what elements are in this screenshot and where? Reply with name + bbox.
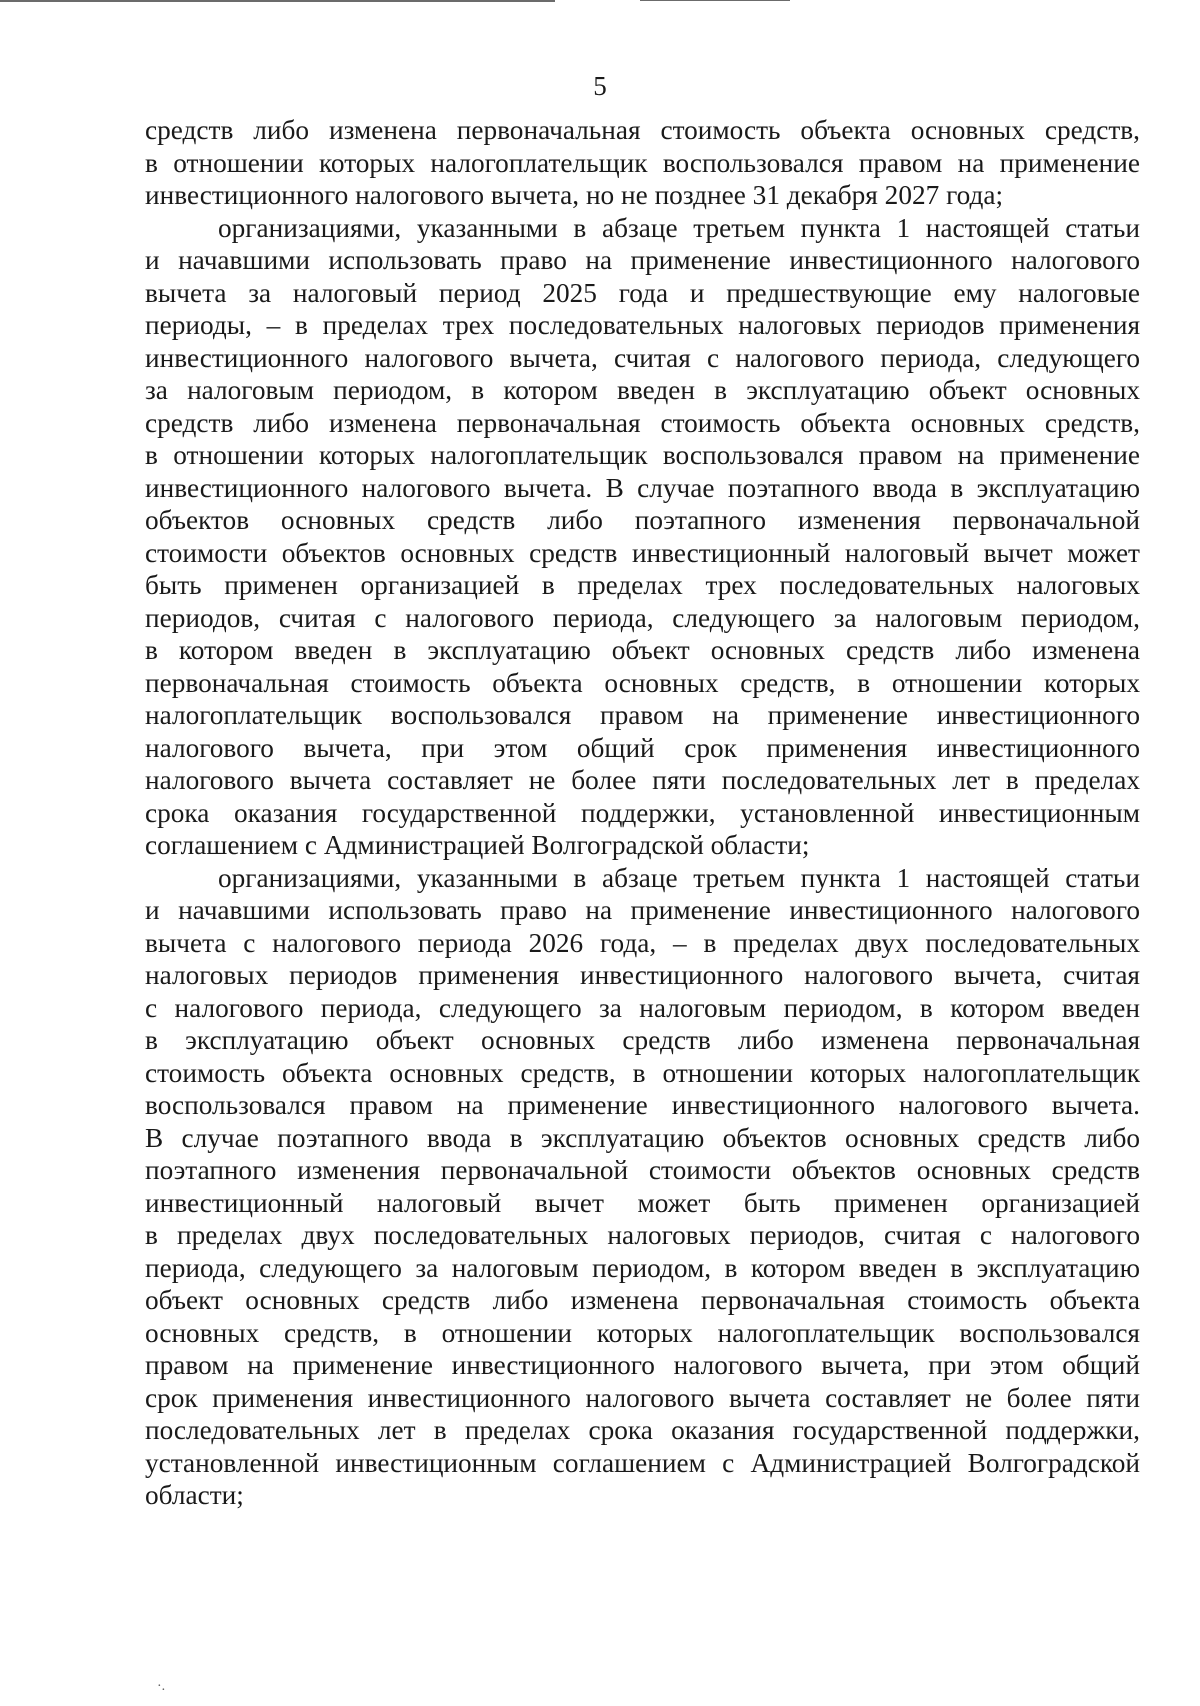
paragraph-line: в отношении которых налогоплательщик воспользовался правом на применение	[145, 440, 1140, 470]
paragraph-line: организациями, указанными в абзаце третьем пункта 1 настоящей статьи	[218, 212, 1140, 243]
document-body	[145, 114, 1140, 1512]
paragraph-line: инвестиционного налогового вычета. В случае поэтапного ввода в эксплуатацию	[145, 472, 1140, 503]
paragraph-line: объект основных средств либо изменена первоначальная стоимость объекта	[145, 1285, 1140, 1315]
paragraph	[145, 862, 1140, 1512]
paragraph-line: соглашением с Администрацией Волгоградской области;	[145, 830, 810, 860]
page-number: 5	[593, 71, 607, 101]
paragraph-line: объектов основных средств либо поэтапного изменения первоначальной	[145, 505, 1140, 535]
paragraph-line: в эксплуатацию объект основных средств либо изменена первоначальная	[145, 1025, 1140, 1055]
paragraph-line: срок применения инвестиционного налогового вычета составляет не более пяти	[145, 1382, 1140, 1413]
paragraph-line: инвестиционный налоговый вычет может быть применен организацией	[145, 1187, 1140, 1218]
scan-edge-top-left	[0, 0, 555, 2]
paragraph-line: средств либо изменена первоначальная стоимость объекта основных средств,	[145, 115, 1140, 145]
paragraph	[145, 212, 1140, 862]
paragraph-line: налогового вычета, при этом общий срок применения инвестиционного	[145, 732, 1140, 763]
paragraph-line: срока оказания государственной поддержки, установленной инвестиционным	[145, 797, 1140, 828]
paragraph-line: В случае поэтапного ввода в эксплуатацию объектов основных средств либо	[145, 1122, 1140, 1153]
paragraph-line: в котором введен в эксплуатацию объект основных средств либо изменена	[145, 635, 1140, 665]
paragraph-line: последовательных лет в пределах срока оказания государственной поддержки,	[145, 1415, 1140, 1445]
paragraph-line: вычета за налоговый период 2025 года и предшествующие ему налоговые	[145, 277, 1140, 308]
paragraph-line: стоимости объектов основных средств инвестиционный налоговый вычет может	[145, 537, 1140, 568]
paragraph-line: основных средств, в отношении которых налогоплательщик воспользовался	[145, 1317, 1140, 1348]
paragraph-line: налогоплательщик воспользовался правом на применение инвестиционного	[145, 700, 1140, 730]
paragraph-line: установленной инвестиционным соглашением с Администрацией Волгоградской	[145, 1447, 1140, 1478]
paragraph-line: воспользовался правом на применение инвестиционного налогового вычета.	[145, 1090, 1140, 1120]
paragraph	[145, 114, 1140, 212]
paragraph-line: организациями, указанными в абзаце третьем пункта 1 настоящей статьи	[218, 862, 1140, 893]
paragraph-line: в отношении которых налогоплательщик воспользовался правом на применение	[145, 147, 1140, 178]
paragraph-line: инвестиционного налогового вычета, считая с налогового периода, следующего	[145, 342, 1140, 373]
paragraph-line: правом на применение инвестиционного налогового вычета, при этом общий	[145, 1350, 1140, 1380]
paragraph-line: налогового вычета составляет не более пяти последовательных лет в пределах	[145, 765, 1140, 795]
paragraph-line: вычета с налогового периода 2026 года, – в пределах двух последовательных	[145, 927, 1140, 958]
paragraph-line: периода, следующего за налоговым периодом, в котором введен в эксплуатацию	[145, 1252, 1140, 1283]
paragraph-line: быть применен организацией в пределах трех последовательных налоговых	[145, 570, 1140, 600]
paragraph-line: периодов, считая с налогового периода, следующего за налоговым периодом,	[145, 602, 1140, 633]
scan-speck: ·.	[157, 1679, 166, 1694]
paragraph-line: в пределах двух последовательных налоговых периодов, считая с налогового	[145, 1220, 1140, 1250]
paragraph-line: налоговых периодов применения инвестиционного налогового вычета, считая	[145, 960, 1140, 990]
paragraph-line: и начавшими использовать право на применение инвестиционного налогового	[145, 245, 1140, 275]
paragraph-line: периоды, – в пределах трех последовательных налоговых периодов применения	[145, 310, 1140, 340]
paragraph-line: области;	[145, 1480, 244, 1510]
paragraph-line: инвестиционного налогового вычета, но не позднее 31 декабря 2027 года;	[145, 180, 1004, 210]
paragraph-line: поэтапного изменения первоначальной стоимости объектов основных средств	[145, 1155, 1140, 1185]
paragraph-line: с налогового периода, следующего за налоговым периодом, в котором введен	[145, 992, 1140, 1023]
paragraph-line: первоначальная стоимость объекта основных средств, в отношении которых	[145, 667, 1140, 698]
paragraph-line: средств либо изменена первоначальная стоимость объекта основных средств,	[145, 407, 1140, 438]
scan-edge-top-right	[640, 0, 790, 1]
paragraph-line: стоимость объекта основных средств, в отношении которых налогоплательщик	[145, 1057, 1140, 1088]
paragraph-line: за налоговым периодом, в котором введен в эксплуатацию объект основных	[145, 375, 1140, 405]
paragraph-line: и начавшими использовать право на применение инвестиционного налогового	[145, 895, 1140, 925]
